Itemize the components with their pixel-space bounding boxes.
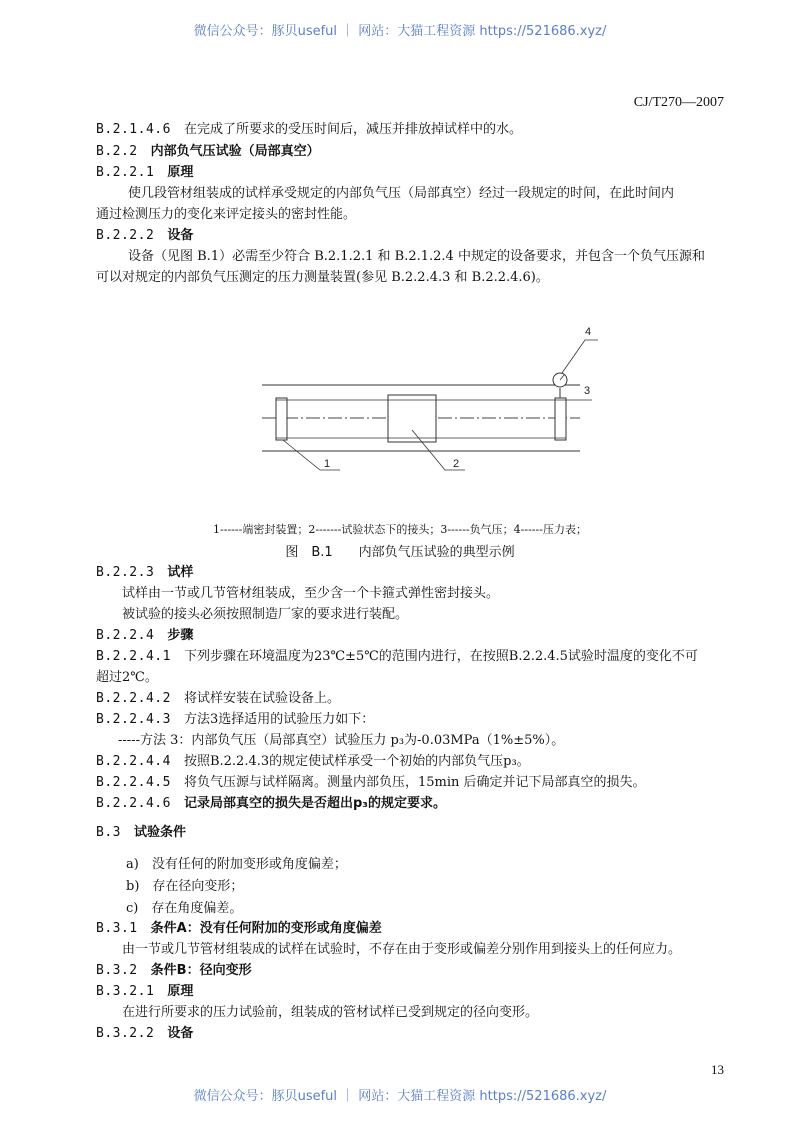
paragraph-line: 由一节或几节管材组装成的试样在试验时，不存在由于变形或偏差分别作用到接头上的任何应力。 [122, 942, 682, 957]
label-3: 3 [584, 385, 591, 397]
paragraph-line: 在进行所要求的压力试验前，组装成的管材试样已受到规定的径向变形。 [122, 1005, 539, 1020]
figure-legend: 1------端密封装置；2-------试验状态下的接头；3------负气压；4------压力表； [213, 523, 587, 536]
end-seal-left [276, 398, 287, 440]
clause-b2241: B.2.2.4.1 下列步骤在环境温度为23℃±5℃的范围内进行，在按照B.2.2.4.5试验时温度的变化不可 [96, 649, 698, 664]
heading-b223: B.2.2.3 试样 [96, 565, 194, 580]
end-seal-right [555, 398, 566, 440]
leader-1 [283, 440, 340, 470]
clause-b2243: B.2.2.4.3 方法3选择适用的试验压力如下： [96, 712, 375, 727]
label-2: 2 [453, 458, 460, 470]
heading-b31: B.3.1 条件A：没有任何附加的变形或角度偏差 [96, 921, 382, 936]
heading-b32: B.3.2 条件B：径向变形 [96, 963, 252, 978]
paragraph-line: 被试验的接头必须按照制造厂家的要求进行装配。 [122, 607, 409, 622]
paragraph-line: 试样由一节或几节管材组装成，至少含一个卡箍式弹性密封接头。 [122, 586, 500, 601]
standard-code: CJ/T270—2007 [633, 95, 724, 110]
watermark-bottom: 微信公众号：豚贝useful ｜ 网站：大猫工程资源 https://521686.xyz/ [193, 1089, 607, 1104]
clause-b2244: B.2.2.4.4 按照B.2.2.4.3的规定使试样承受一个初始的内部负气压p₃。 [96, 754, 530, 769]
heading-b22: B.2.2 内部负气压试验（局部真空） [96, 144, 320, 159]
clause-b2242: B.2.2.4.2 将试样安装在试验设备上。 [96, 691, 340, 706]
heading-b3: B.3 试验条件 [96, 825, 187, 840]
page-number: 13 [711, 1062, 724, 1077]
label-4: 4 [585, 326, 592, 338]
heading-b322: B.3.2.2 设备 [96, 1026, 194, 1041]
heading-b321: B.3.2.1 原理 [96, 984, 194, 999]
heading-b222: B.2.2.2 设备 [96, 228, 194, 243]
test-apparatus-figure [240, 318, 600, 478]
leader-4 [562, 340, 598, 373]
clause-b2146: B.2.1.4.6 在完成了所要求的受压时间后，减压并排放掉试样中的水。 [96, 122, 522, 137]
heading-b221: B.2.2.1 原理 [96, 165, 194, 180]
paragraph-line: 可以对规定的内部负气压测定的压力测量装置(参见 B.2.2.4.3 和 B.2.2.4.6)。 [96, 270, 549, 285]
paragraph-line: 超过2℃。 [96, 670, 158, 685]
paragraph-line: 使几段管材组装成的试样承受规定的内部负气压（局部真空）经过一段规定的时间，在此时间内 [128, 186, 675, 201]
watermark-top: 微信公众号：豚贝useful ｜ 网站：大猫工程资源 https://521686.xyz/ [193, 24, 607, 39]
list-item: a) 没有任何的附加变形或角度偏差； [126, 857, 347, 872]
paragraph-line: 设备（见图 B.1）必需至少符合 B.2.1.2.1 和 B.2.1.2.4 中规定的设备要求，并包含一个负气压源和 [128, 249, 705, 264]
list-item: b) 存在径向变形； [126, 879, 244, 894]
list-item: c) 存在角度偏差。 [126, 901, 243, 916]
label-1: 1 [324, 458, 331, 470]
method-3-line: -----方法 3：内部负气压（局部真空）试验压力 p₃为-0.03MPa（1%±5%）。 [118, 733, 565, 748]
paragraph-line: 通过检测压力的变化来评定接头的密封性能。 [96, 207, 357, 222]
clause-b2245: B.2.2.4.5 将负气压源与试样隔离。测量内部负压，15min 后确定并记下局部真空的损失。 [96, 775, 646, 790]
figure-title: 图 B.1 内部负气压试验的典型示例 [285, 545, 515, 560]
clause-b2246: B.2.2.4.6 记录局部真空的损失是否超出p₃的规定要求。 [96, 796, 446, 811]
joint-coupling [388, 395, 436, 442]
heading-b224: B.2.2.4 步骤 [96, 628, 194, 643]
